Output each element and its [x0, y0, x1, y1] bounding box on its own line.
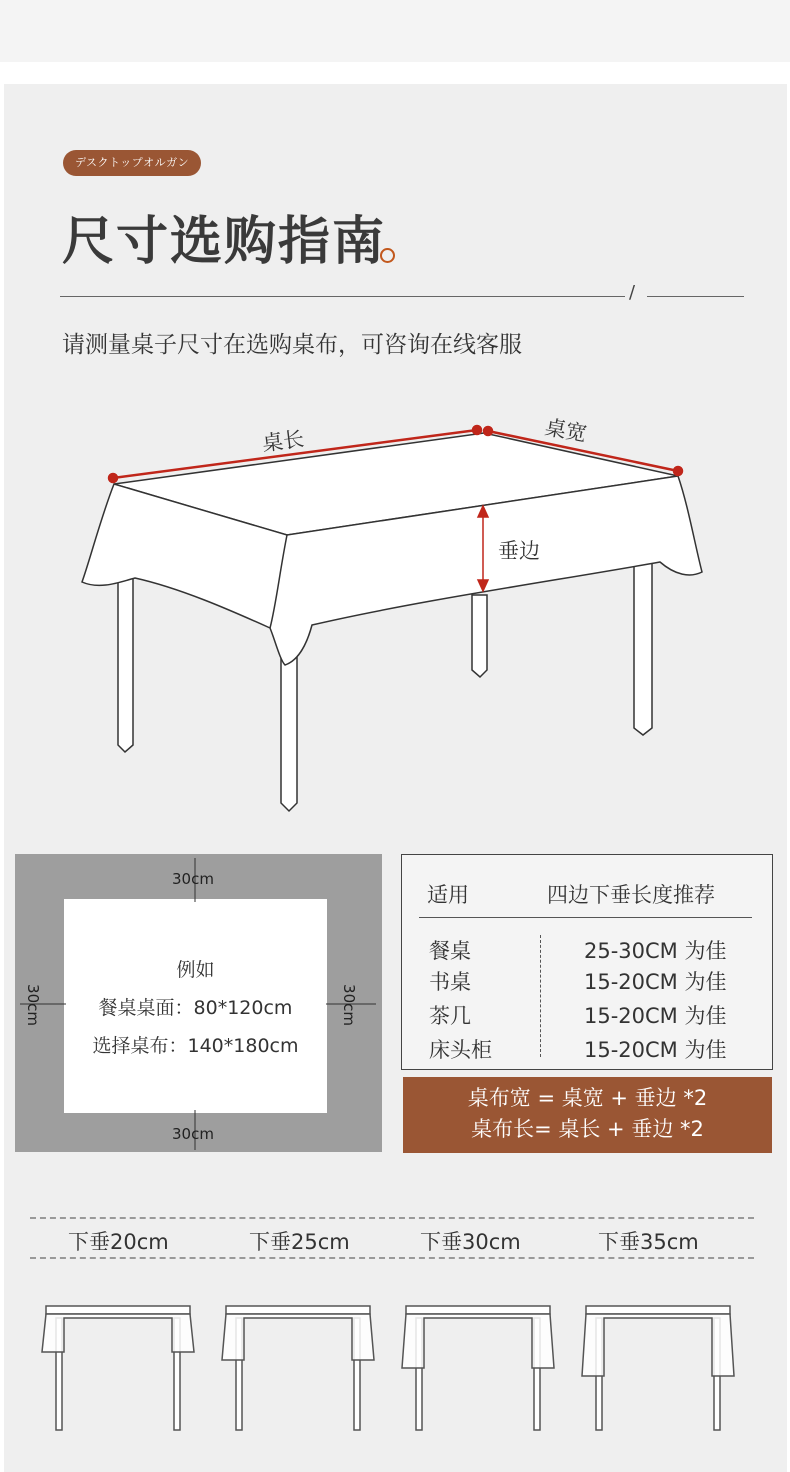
cm-right: 30cm	[339, 984, 358, 1026]
dashed-divider-top	[30, 1217, 754, 1219]
mini-cloth-drape	[42, 1314, 194, 1352]
page-title: 尺寸选购指南	[62, 211, 387, 272]
width-label: 桌宽	[543, 415, 589, 447]
table-row-name: 书桌	[429, 970, 471, 994]
example-cloth-size: 选择桌布：140*180cm	[92, 1035, 299, 1057]
page-subtitle: 请测量桌子尺寸在选购桌布，可咨询在线客服	[62, 332, 522, 358]
mini-cloth-top	[586, 1306, 730, 1314]
table-leg	[634, 560, 652, 735]
length-endpoint	[473, 426, 481, 434]
brand-badge: デスクトップオルガン	[63, 150, 201, 176]
drop-label-30: 下垂30cm	[420, 1230, 521, 1254]
drop-label-35: 下垂35cm	[598, 1230, 699, 1254]
mini-cloth-drape	[582, 1314, 734, 1376]
table-header-drop: 四边下垂长度推荐	[547, 883, 715, 907]
mini-cloth-top	[406, 1306, 550, 1314]
table-measure-illustration	[0, 380, 790, 820]
length-endpoint	[109, 474, 117, 482]
length-label: 桌长	[260, 426, 306, 456]
mini-cloth-top	[46, 1306, 190, 1314]
table-row-name: 茶几	[429, 1004, 471, 1028]
table-header-divider	[419, 917, 752, 918]
width-endpoint	[674, 467, 682, 475]
title-rule-right	[647, 296, 744, 297]
formula-length: 桌布长= 桌长 + 垂边 *2	[471, 1117, 704, 1141]
title-rule-left	[60, 296, 625, 297]
table-leg	[472, 595, 487, 677]
table-row-name: 餐桌	[429, 939, 471, 963]
mini-cloth-top	[226, 1306, 370, 1314]
table-row-value: 15-20CM 为佳	[584, 970, 727, 994]
mini-table-drop-20	[40, 1300, 196, 1440]
cm-top: 30cm	[172, 870, 214, 888]
cm-bottom: 30cm	[172, 1125, 214, 1143]
table-leg	[281, 640, 297, 811]
top-strip	[0, 0, 790, 62]
table-row-value: 25-30CM 为佳	[584, 939, 727, 963]
width-endpoint	[484, 427, 492, 435]
drop-label-20: 下垂20cm	[68, 1230, 169, 1254]
table-header-use: 适用	[427, 883, 469, 907]
mini-table-drop-35	[580, 1300, 736, 1440]
mini-table-drop-30	[400, 1300, 556, 1440]
formula-width: 桌布宽 = 桌宽 + 垂边 *2	[467, 1086, 708, 1110]
mini-cloth-drape	[222, 1314, 374, 1360]
drop-label-25: 下垂25cm	[249, 1230, 350, 1254]
title-accent-circle	[380, 248, 395, 263]
table-column-divider	[540, 935, 541, 1057]
mini-table-drop-25	[220, 1300, 376, 1440]
table-row-value: 15-20CM 为佳	[584, 1038, 727, 1062]
formula-box	[403, 1077, 772, 1153]
table-row-name: 床头柜	[429, 1038, 492, 1062]
title-rule-slash: /	[629, 282, 636, 303]
drop-recommend-table	[401, 854, 773, 1070]
mini-cloth-drape	[402, 1314, 554, 1368]
example-heading: 例如	[176, 959, 215, 981]
table-row-value: 15-20CM 为佳	[584, 1004, 727, 1028]
cm-left: 30cm	[23, 984, 42, 1026]
example-tabletop-size: 餐桌桌面：80*120cm	[98, 997, 293, 1019]
table-leg	[118, 565, 133, 752]
dashed-divider-bottom	[30, 1257, 754, 1259]
drop-label: 垂边	[498, 539, 540, 563]
